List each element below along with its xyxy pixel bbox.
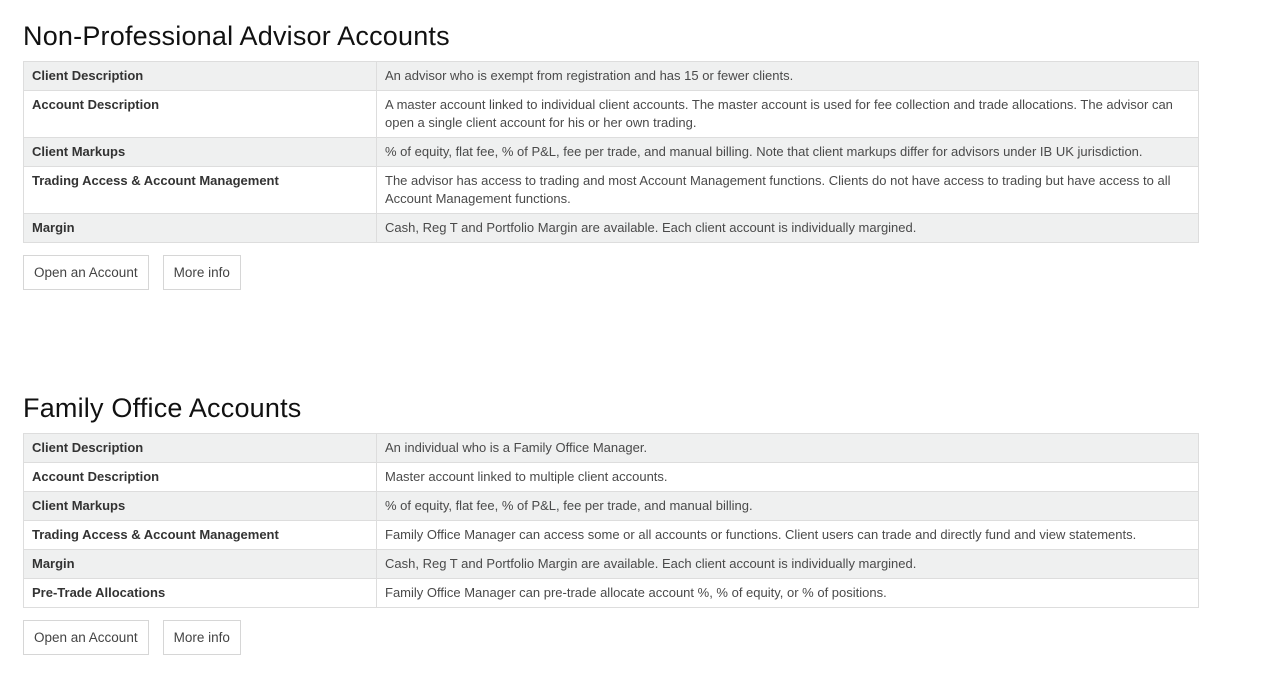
row-label: Client Description xyxy=(24,62,377,91)
row-label: Margin xyxy=(24,214,377,243)
row-value: Cash, Reg T and Portfolio Margin are available. Each client account is individually margined. xyxy=(377,214,1199,243)
table-row xyxy=(24,138,1199,167)
row-value: % of equity, flat fee, % of P&L, fee per trade, and manual billing. xyxy=(377,492,1199,521)
button-row xyxy=(23,620,1199,655)
row-value: A master account linked to individual client accounts. The master account is used for fee collection and trade allocations. The advisor can open a single client account for his or her own trading. xyxy=(377,91,1199,138)
more-info-button[interactable]: More info xyxy=(163,255,241,290)
row-label: Margin xyxy=(24,550,377,579)
row-value: Family Office Manager can pre-trade allocate account %, % of equity, or % of positions. xyxy=(377,579,1199,608)
row-value: An individual who is a Family Office Manager. xyxy=(377,434,1199,463)
table-row xyxy=(24,91,1199,138)
section-title: Family Office Accounts xyxy=(23,393,302,423)
button-row xyxy=(23,255,1199,290)
table-row xyxy=(24,214,1199,243)
open-account-button[interactable]: Open an Account xyxy=(23,255,149,290)
row-label: Client Description xyxy=(24,434,377,463)
section-title: Non-Professional Advisor Accounts xyxy=(23,21,450,51)
row-label: Trading Access & Account Management xyxy=(24,521,377,550)
open-account-button[interactable]: Open an Account xyxy=(23,620,149,655)
row-value: An advisor who is exempt from registration and has 15 or fewer clients. xyxy=(377,62,1199,91)
row-label: Client Markups xyxy=(24,492,377,521)
table-row xyxy=(24,521,1199,550)
family-office-section xyxy=(23,392,1199,655)
row-value: % of equity, flat fee, % of P&L, fee per trade, and manual billing. Note that client markups differ for advisors under IB UK jurisdiction. xyxy=(377,138,1199,167)
row-label: Client Markups xyxy=(24,138,377,167)
account-details-table xyxy=(23,433,1199,608)
more-info-button[interactable]: More info xyxy=(163,620,241,655)
account-details-table xyxy=(23,61,1199,243)
table-row xyxy=(24,550,1199,579)
table-row xyxy=(24,62,1199,91)
row-value: Cash, Reg T and Portfolio Margin are available. Each client account is individually margined. xyxy=(377,550,1199,579)
table-row xyxy=(24,463,1199,492)
row-value: Family Office Manager can access some or all accounts or functions. Client users can trade and directly fund and view statements. xyxy=(377,521,1199,550)
row-label: Pre-Trade Allocations xyxy=(24,579,377,608)
row-value: The advisor has access to trading and most Account Management functions. Clients do not have access to trading but have access to all Account Management functions. xyxy=(377,167,1199,214)
row-label: Account Description xyxy=(24,463,377,492)
table-row xyxy=(24,167,1199,214)
table-row xyxy=(24,434,1199,463)
table-row xyxy=(24,579,1199,608)
row-value: Master account linked to multiple client accounts. xyxy=(377,463,1199,492)
table-row xyxy=(24,492,1199,521)
row-label: Account Description xyxy=(24,91,377,138)
non-professional-advisor-section xyxy=(23,20,1199,290)
row-label: Trading Access & Account Management xyxy=(24,167,377,214)
